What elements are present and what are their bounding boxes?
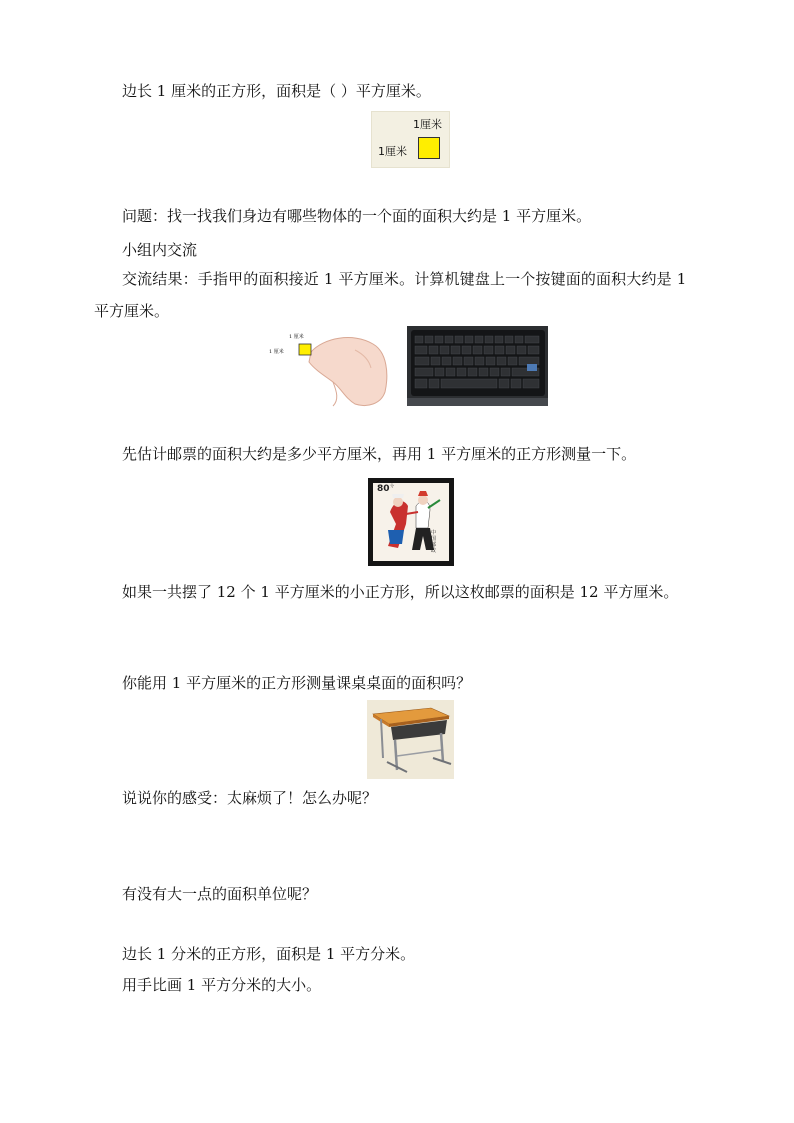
keyboard-figure (407, 326, 548, 406)
finger-left-label: 1 厘米 (269, 349, 284, 355)
paragraph-bigger-unit: 有没有大一点的面积单位呢？ (122, 885, 318, 903)
stamp-figure (368, 478, 454, 566)
paragraph-group-discussion: 小组内交流 (122, 241, 198, 259)
square-top-label: 1厘米 (413, 118, 442, 131)
paragraph-desk-question: 你能用 1 平方厘米的正方形测量课桌桌面的面积吗？ (122, 674, 472, 692)
fingernail-figure (269, 330, 395, 408)
stamp-value: 80 (377, 484, 390, 494)
square-left-label: 1厘米 (378, 145, 407, 158)
paragraph-gesture: 用手比画 1 平方分米的大小。 (122, 976, 322, 994)
desk-figure (367, 700, 454, 779)
square-1cm-figure (371, 111, 450, 168)
finger-illustration (275, 330, 395, 408)
paragraph-stamp-estimate: 先估计邮票的面积大约是多少平方厘米，再用 1 平方厘米的正方形测量一下。 (122, 445, 637, 463)
keyboard-illustration (407, 326, 548, 406)
paragraph-square-decimeter: 边长 1 分米的正方形，面积是 1 平方分米。 (122, 945, 416, 963)
paragraph-find-objects: 问题：找一找我们身边有哪些物体的一个面的面积大约是 1 平方厘米。 (122, 207, 592, 225)
finger-top-label: 1 厘米 (289, 334, 304, 340)
paragraph-feeling: 说说你的感受：太麻烦了！怎么办呢？ (122, 789, 378, 807)
desk-illustration (367, 700, 454, 779)
paragraph-result-line1: 交流结果：手指甲的面积接近 1 平方厘米。计算机键盘上一个按键面的面积大约是 1 (122, 270, 687, 288)
paragraph-square-question: 边长 1 厘米的正方形，面积是（ ）平方厘米。 (122, 82, 431, 100)
yellow-square (418, 137, 440, 159)
paragraph-result-line2: 平方厘米。 (94, 302, 170, 320)
paragraph-stamp-result: 如果一共摆了 12 个 1 平方厘米的小正方形，所以这枚邮票的面积是 12 平方厘米。 (122, 583, 679, 601)
stamp-postal-text: 中国邮政 (431, 530, 437, 554)
stamp-unit: 分 (390, 483, 394, 488)
